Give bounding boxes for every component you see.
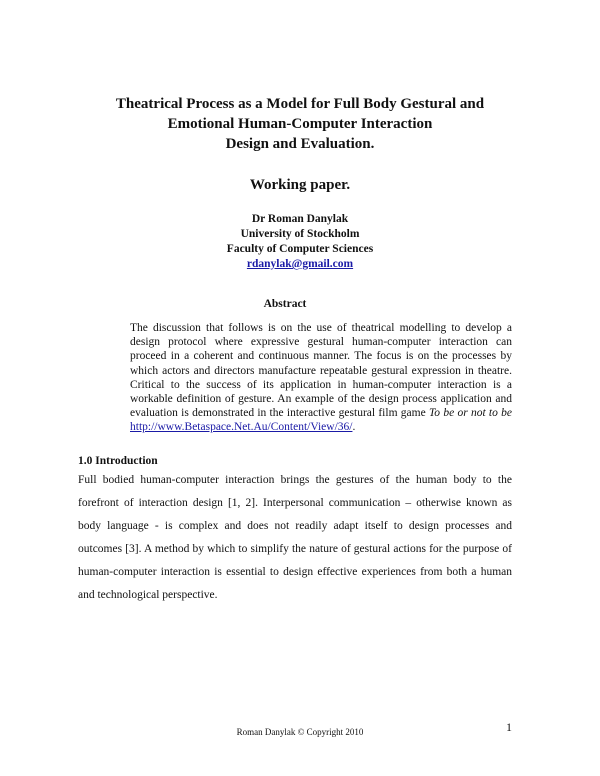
film-game-title: To be or not to be <box>428 407 512 420</box>
abstract-body <box>130 321 512 435</box>
title-line-1: Theatrical Process as a Model for Full Body Gestural and <box>115 96 485 112</box>
abstract-text: The discussion that follows is on the use of theatrical modelling to develop a design protocol where expressive gestural human-computer interaction can proceed in a coherent and continuous manner. The focus is on the processes by which actors and directors manufacture repeatable gestural expression in theatre. Critical to the success of its application in human-computer interaction is a workable definition of gesture. An example of the design process application and evaluation is demonstrated in the interactive gestural film game <box>130 322 512 420</box>
abstract-end: . <box>352 421 356 434</box>
introduction-body: Full bodied human-computer interaction brings the gestures of the human body to the forefront of interaction design [1, 2]. Interpersonal communication – otherwise known as body language - is complex and does not readily adapt itself to design processes and outcomes [3]. A method by which to simplify the nature of gestural actions for the purpose of human-computer interaction is essential to design effective experiences from both a human and technological perspective. <box>78 474 512 601</box>
title-line-3: Design and Evaluation. <box>225 136 375 152</box>
page-footer: Roman Danylak © Copyright 2010 <box>236 727 364 737</box>
section-heading-introduction: 1.0 Introduction <box>78 455 158 467</box>
abstract-heading: Abstract <box>263 298 307 310</box>
author-faculty: Faculty of Computer Sciences <box>226 243 374 255</box>
title-line-2: Emotional Human-Computer Interaction <box>167 116 433 132</box>
author-email-link[interactable]: rdanylak@gmail.com <box>246 258 354 270</box>
page-number: 1 <box>506 720 512 734</box>
betaspace-link[interactable]: http://www.Betaspace.Net.Au/Content/View/36/ <box>130 421 353 434</box>
author-name: Dr Roman Danylak <box>251 213 349 225</box>
author-university: University of Stockholm <box>240 228 360 240</box>
paper-subtitle: Working paper. <box>249 177 351 193</box>
author-block <box>60 212 540 272</box>
paper-title <box>60 94 540 154</box>
